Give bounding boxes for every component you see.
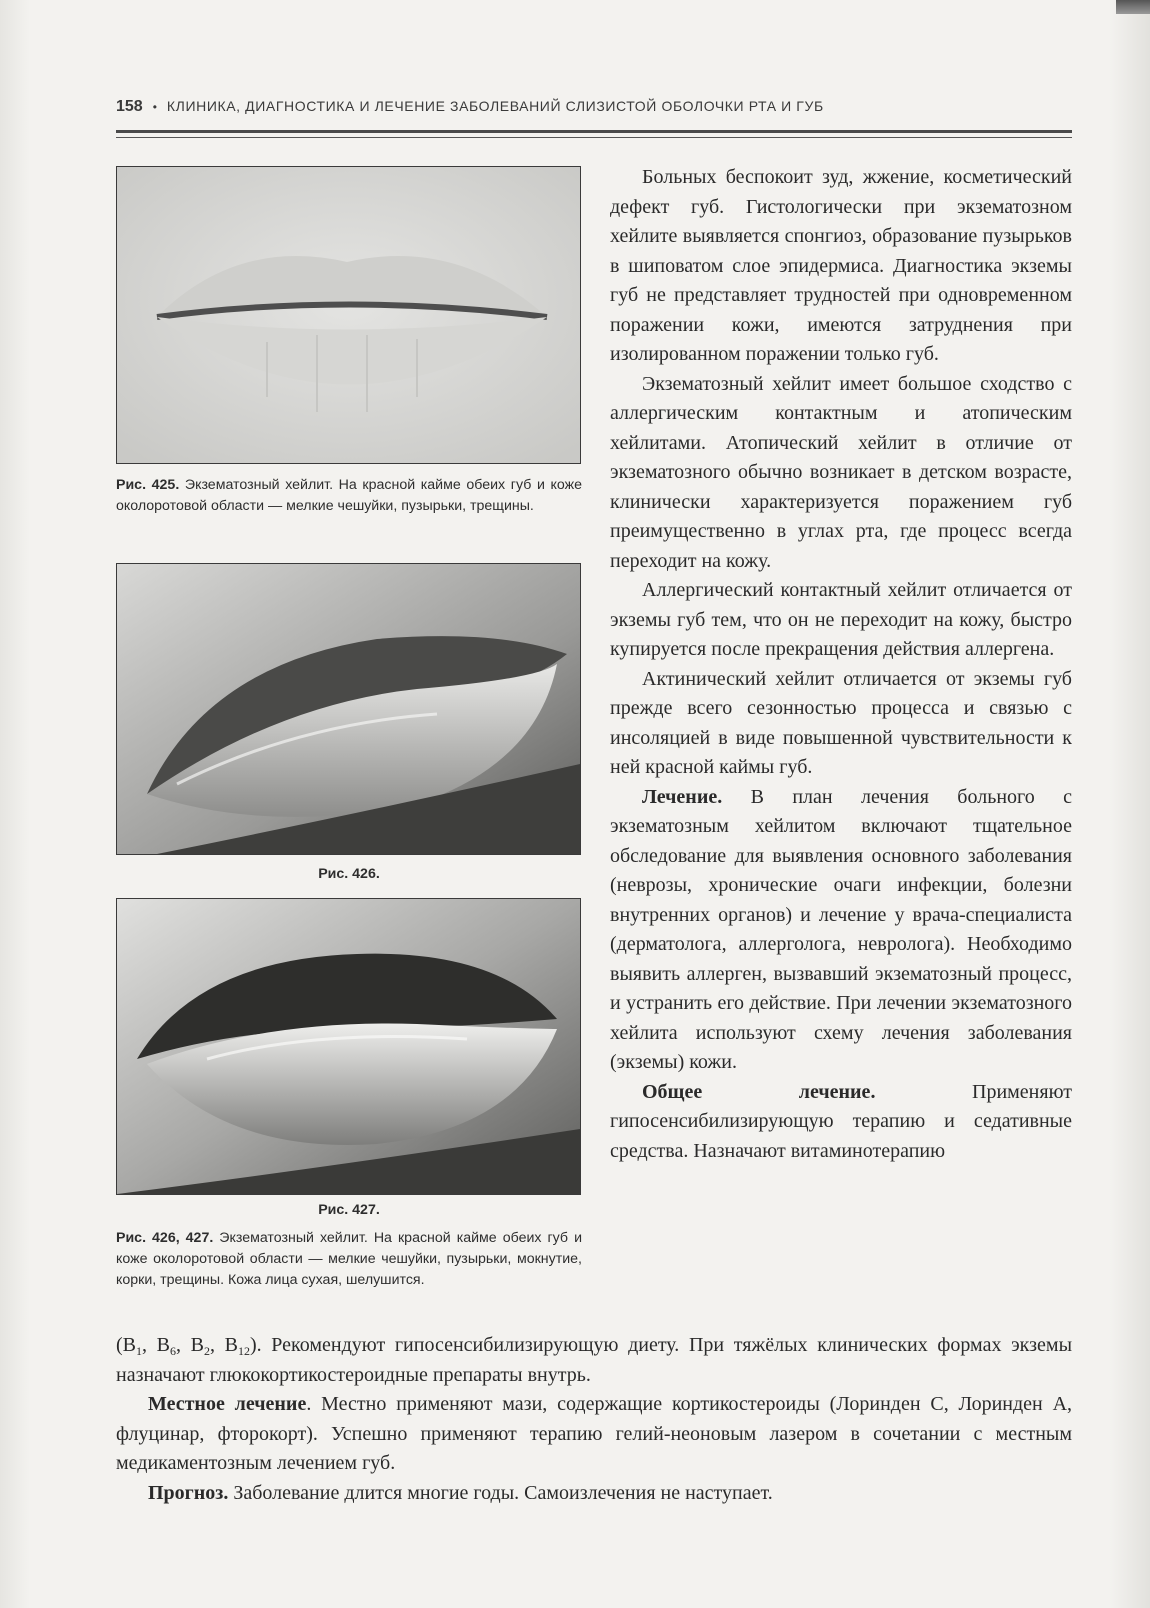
subscript: 12: [238, 1344, 250, 1358]
paragraph-heading: Прогноз.: [148, 1481, 229, 1504]
paragraph-general-treatment: [610, 1078, 1072, 1167]
paragraph-heading: Общее лечение.: [642, 1080, 876, 1103]
figure-426-label: [116, 864, 582, 885]
text: , B: [210, 1334, 238, 1356]
text: , B: [142, 1334, 170, 1356]
running-title: КЛИНИКА, ДИАГНОСТИКА И ЛЕЧЕНИЕ ЗАБОЛЕВАНИЙ СЛИЗИСТОЙ ОБОЛОЧКИ РТА И ГУБ: [166, 98, 824, 114]
text: ). Рекомендуют гипосенсибилизирующую диету. При тяжёлых клинических формах экземы назначают глюкокортикостероидные препараты внутрь.: [116, 1334, 1073, 1386]
caption-text: Экзематозный хейлит. На красной кайме обеих губ и коже околоротовой области — мелкие чешуйки, пузырьки, мокнутие, корки, трещины. Кожа лица сухая, шелушится.: [116, 1230, 582, 1288]
text: (B: [116, 1334, 136, 1356]
paragraph-heading: Местное лечение: [148, 1393, 307, 1415]
subscript: 6: [170, 1344, 176, 1358]
caption-label: Рис. 425.: [116, 477, 180, 493]
paragraph: Экзематозный хейлит имеет большое сходство с аллергическим контактным и атопическим хейлитами. Атопический хейлит в отличие от экзематозного обычно возникает в детском возрасте, клинически характеризуется поражением губ преимущественно в углах рта, где процесс всегда переходит на кожу.: [610, 372, 1072, 572]
paragraph-treatment: [610, 783, 1072, 1078]
paragraph-prognosis: [116, 1479, 1072, 1509]
figure-427-label: [116, 1200, 582, 1221]
scan-corner-mark: [1116, 0, 1150, 14]
header-bullet: •: [152, 100, 157, 114]
caption-label: Рис. 427.: [318, 1202, 380, 1218]
paragraph: Аллергический контактный хейлит отличается от экземы губ тем, что он не переходит на кожу, быстро купируется после прекращения действия аллергена.: [610, 579, 1072, 660]
paragraph-text: Применяют гипосенсибилизирующую терапию и седативные средства. Назначают витаминотерапию: [610, 1080, 1072, 1162]
paragraph-text: . Местно применяют мази, содержащие кортикостероиды (Лоринден С, Лоринден А, флуцинар, фторокорт). Успешно применяют терапию гелий-неоновым лазером в сочетании с местным медикаментозным лечением губ.: [116, 1393, 1073, 1474]
page-number: 158: [116, 98, 143, 115]
caption-label: Рис. 426, 427.: [116, 1230, 214, 1246]
figure-426-photo: [116, 563, 581, 855]
full-width-text: [116, 1331, 1072, 1508]
figure-425-caption: [116, 475, 582, 517]
figure-426-427-caption: [116, 1228, 582, 1291]
caption-label: Рис. 426.: [318, 866, 380, 882]
header-rule-thick: [116, 130, 1072, 133]
paragraph-text: В план лечения больного с экзематозным хейлитом включают тщательное обследование для выявления основного заболевания (неврозы, хронические очаги инфекции, болезни внутренних органов) и лечение у врача-специалиста (дерматолога, аллерголога, невролога). Необходимо выявить аллерген, вызвавший экзематозный процесс, и устранить его действие. При лечении экзематозного хейлита используют схему лечения заболевания (экземы) кожи.: [610, 785, 1072, 1073]
paragraph-text: Заболевание длится многие годы. Самоизлечения не наступает.: [228, 1481, 773, 1504]
subscript: 2: [204, 1344, 210, 1358]
subscript: 1: [136, 1344, 142, 1358]
paragraph-continuation: [116, 1331, 1072, 1390]
text: , B: [176, 1334, 204, 1356]
running-header: [116, 98, 1071, 116]
figure-427-photo: [116, 898, 581, 1195]
caption-text: Экзематозный хейлит. На красной кайме обеих губ и коже околоротовой области — мелкие чешуйки, пузырьки, трещины.: [116, 477, 582, 514]
paragraph-heading: Лечение.: [642, 785, 723, 808]
header-rule-thin: [116, 137, 1072, 138]
paragraph: Актинический хейлит отличается от экземы губ прежде всего сезонностью процесса и связью с инсоляцией в виде повышенной чувствительности к ней красной каймы губ.: [610, 667, 1072, 778]
figure-425-photo: [116, 166, 581, 464]
paragraph: Больных беспокоит зуд, жжение, косметический дефект губ. Гистологически при экзематозном хейлите выявляется спонгиоз, образование пузырьков в шиповатом слое эпидермиса. Диагностика экземы губ не представляет трудностей при одновременном поражении кожи, имеются затруднения при изолированном поражении только губ.: [610, 166, 1072, 365]
right-text-column: [610, 163, 1072, 1166]
paragraph-local-treatment: [116, 1390, 1072, 1479]
